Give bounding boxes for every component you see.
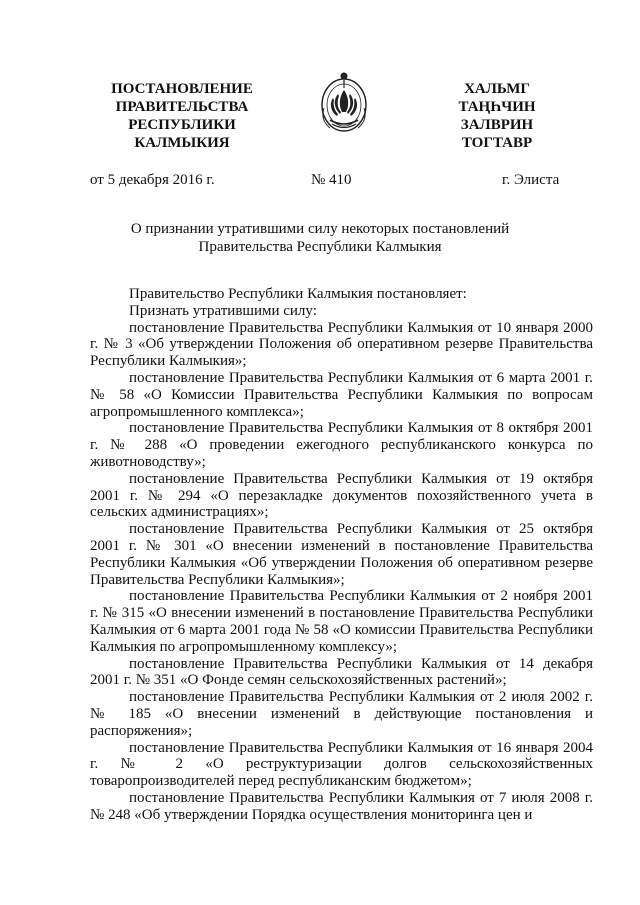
header-left-title [92, 80, 272, 152]
header-left-line: РЕСПУБЛИКИ [128, 117, 236, 133]
body-paragraph: постановление Правительства Республики Калмыкия от 16 января 2004 г. № 2 «О реструктуризации долгов сельскохозяйственных товаропроизводителей перед республиканским бюджетом»; [90, 739, 593, 790]
body-paragraph: постановление Правительства Республики Калмыкия от 10 января 2000 г. № 3 «Об утверждении Положения об оперативном резерве Правительства Республики Калмыкия»; [90, 319, 593, 370]
header-left-line: ПОСТАНОВЛЕНИЕ [111, 81, 253, 97]
body-paragraph: постановление Правительства Республики Калмыкия от 7 июля 2008 г. № 248 «Об утверждении Порядка осуществления мониторинга цен и [90, 789, 593, 823]
document-number: № 410 [311, 172, 352, 188]
header-right-line: ХАЛЬМГ [464, 81, 530, 97]
document-body [90, 286, 593, 824]
body-paragraph: постановление Правительства Республики Калмыкия от 2 июля 2002 г. № 185 «О внесении изменений в действующие постановления и распоряжения»; [90, 689, 593, 739]
body-paragraph: постановление Правительства Республики Калмыкия от 2 ноября 2001 г. № 315 «О внесении изменений в постановление Правительства Республики Калмыкия от 6 марта 2001 года № 58 «О комиссии Правительства Республики Калмыкия по агропромышленному комплексу»; [90, 588, 593, 655]
document-title [0, 220, 640, 256]
body-paragraph: Признать утратившими силу: [129, 302, 317, 319]
title-line: Правительства Республики Калмыкия [198, 239, 442, 255]
coat-of-arms-emblem-icon [318, 68, 370, 138]
body-paragraph: постановление Правительства Республики Калмыкия от 25 октября 2001 г. № 301 «О внесении изменений в постановление Правительства Республики Калмыкия «Об утверждении Положения об оперативном резерве Правительства Республики Калмыкия»; [90, 521, 593, 588]
title-line: О признании утратившими силу некоторых постановлений [130, 221, 510, 237]
header-left-line: ПРАВИТЕЛЬСТВА [115, 99, 249, 115]
header-right-title [437, 80, 557, 152]
body-paragraph: постановление Правительства Республики Калмыкия от 8 октября 2001 г. № 288 «О проведении ежегодного республиканского конкурса по животноводству»; [90, 420, 593, 470]
document-date: от 5 декабря 2016 г. [90, 172, 215, 188]
body-paragraph: постановление Правительства Республики Калмыкия от 14 декабря 2001 г. № 351 «О Фонде семян сельскохозяйственных растений»; [90, 655, 593, 689]
body-paragraph: постановление Правительства Республики Калмыкия от 6 марта 2001 г. № 58 «О Комиссии Правительства Республики Калмыкия по вопросам агропромышленного комплекса»; [90, 369, 593, 420]
header-right-line: ТАҢҺЧИН [458, 99, 536, 115]
header-right-line: ТОГТАВР [461, 135, 533, 151]
header-right-line: ЗАЛВРИН [460, 117, 534, 133]
body-paragraph: постановление Правительства Республики Калмыкия от 19 октября 2001 г. № 294 «О перезакладке документов похозяйственного учета в сельских администрациях»; [90, 470, 593, 521]
header-left-line: КАЛМЫКИЯ [134, 135, 230, 151]
body-paragraph: Правительство Республики Калмыкия постановляет: [129, 286, 467, 302]
document-city: г. Элиста [502, 172, 560, 188]
